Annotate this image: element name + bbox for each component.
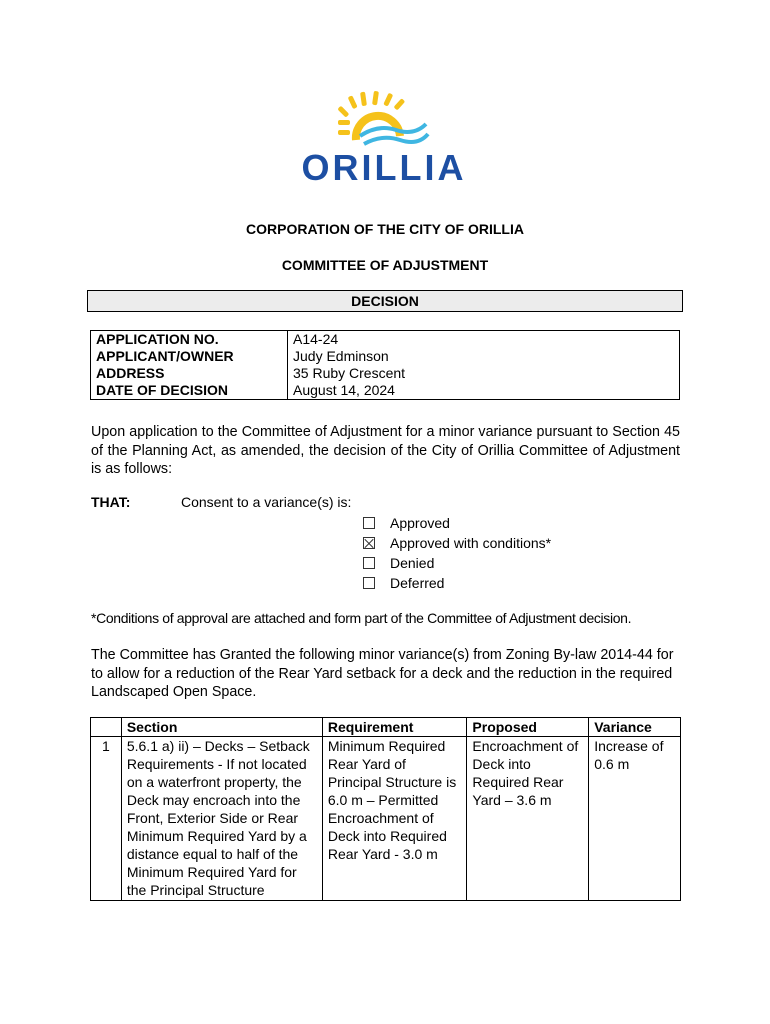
sun-wave-logo-graphic [298, 90, 470, 186]
intro-paragraph: Upon application to the Committee of Adjustment for a minor variance pursuant to Section 45 of the Planning Act, as amended, the decision of the City of Orillia Committee of Adjustment is as follows: [91, 424, 680, 477]
info-label: APPLICANT/OWNER [91, 348, 288, 365]
proposed-cell: Encroachment of Deck into Required Rear Yard – 3.6 m [467, 737, 589, 901]
option-approved-with-conditions[interactable] [363, 533, 551, 553]
info-value: August 14, 2024 [288, 382, 680, 400]
header-section: Section [121, 718, 322, 737]
info-row [91, 331, 680, 349]
checkbox-icon[interactable] [363, 517, 375, 529]
header-proposed: Proposed [467, 718, 589, 737]
checkbox-icon[interactable] [363, 557, 375, 569]
application-info-table [90, 330, 680, 400]
row-number: 1 [91, 737, 122, 901]
conditions-note: *Conditions of approval are attached and form part of the Committee of Adjustment decision. [91, 610, 632, 626]
info-label: DATE OF DECISION [91, 382, 288, 400]
option-denied[interactable] [363, 553, 434, 573]
table-row [91, 737, 681, 901]
header-requirement: Requirement [322, 718, 467, 737]
option-label: Approved with conditions* [390, 535, 552, 551]
variance-header-row [91, 718, 681, 737]
info-row [91, 365, 680, 382]
corporation-heading: CORPORATION OF THE CITY OF ORILLIA [246, 221, 524, 237]
requirement-cell: Minimum Required Rear Yard of Principal Structure is 6.0 m – Permitted Encroachment of Deck into Required Rear Yard - 3.0 m [322, 737, 467, 901]
info-value: Judy Edminson [288, 348, 680, 365]
info-row [91, 348, 680, 365]
info-label: APPLICATION NO. [91, 331, 288, 349]
logo-wordmark: ORILLIA [301, 147, 467, 186]
granted-paragraph: The Committee has Granted the following minor variance(s) from Zoning By-law 2014-44 for to allow for a reduction of the Rear Yard setback for a deck and the reduction in the required Landscaped Open Space. [91, 647, 674, 700]
option-label: Denied [390, 555, 435, 571]
checked-checkbox-icon[interactable] [363, 537, 375, 549]
consent-text: Consent to a variance(s) is: [181, 494, 352, 510]
variance-table [90, 717, 681, 901]
that-label: THAT: [91, 494, 131, 510]
orillia-logo [298, 90, 470, 186]
variance-cell: Increase of 0.6 m [589, 737, 681, 901]
checkbox-icon[interactable] [363, 577, 375, 589]
info-value: 35 Ruby Crescent [288, 365, 680, 382]
header-variance: Variance [589, 718, 681, 737]
option-label: Deferred [390, 575, 445, 591]
decision-banner: DECISION [87, 290, 683, 312]
info-value: A14-24 [288, 331, 680, 349]
option-label: Approved [390, 515, 450, 531]
header-cell [91, 718, 122, 737]
option-approved[interactable] [363, 513, 450, 533]
option-deferred[interactable] [363, 573, 444, 593]
info-row [91, 382, 680, 400]
committee-heading: COMMITTEE OF ADJUSTMENT [281, 257, 489, 273]
section-cell: 5.6.1 a) ii) – Decks – Setback Requirements - If not located on a waterfront property, the Deck may encroach into the Front, Exterior Side or Rear Minimum Required Yard by a distance equal to half of the Minimum Required Yard for the Principal Structure [121, 737, 322, 901]
info-label: ADDRESS [91, 365, 288, 382]
